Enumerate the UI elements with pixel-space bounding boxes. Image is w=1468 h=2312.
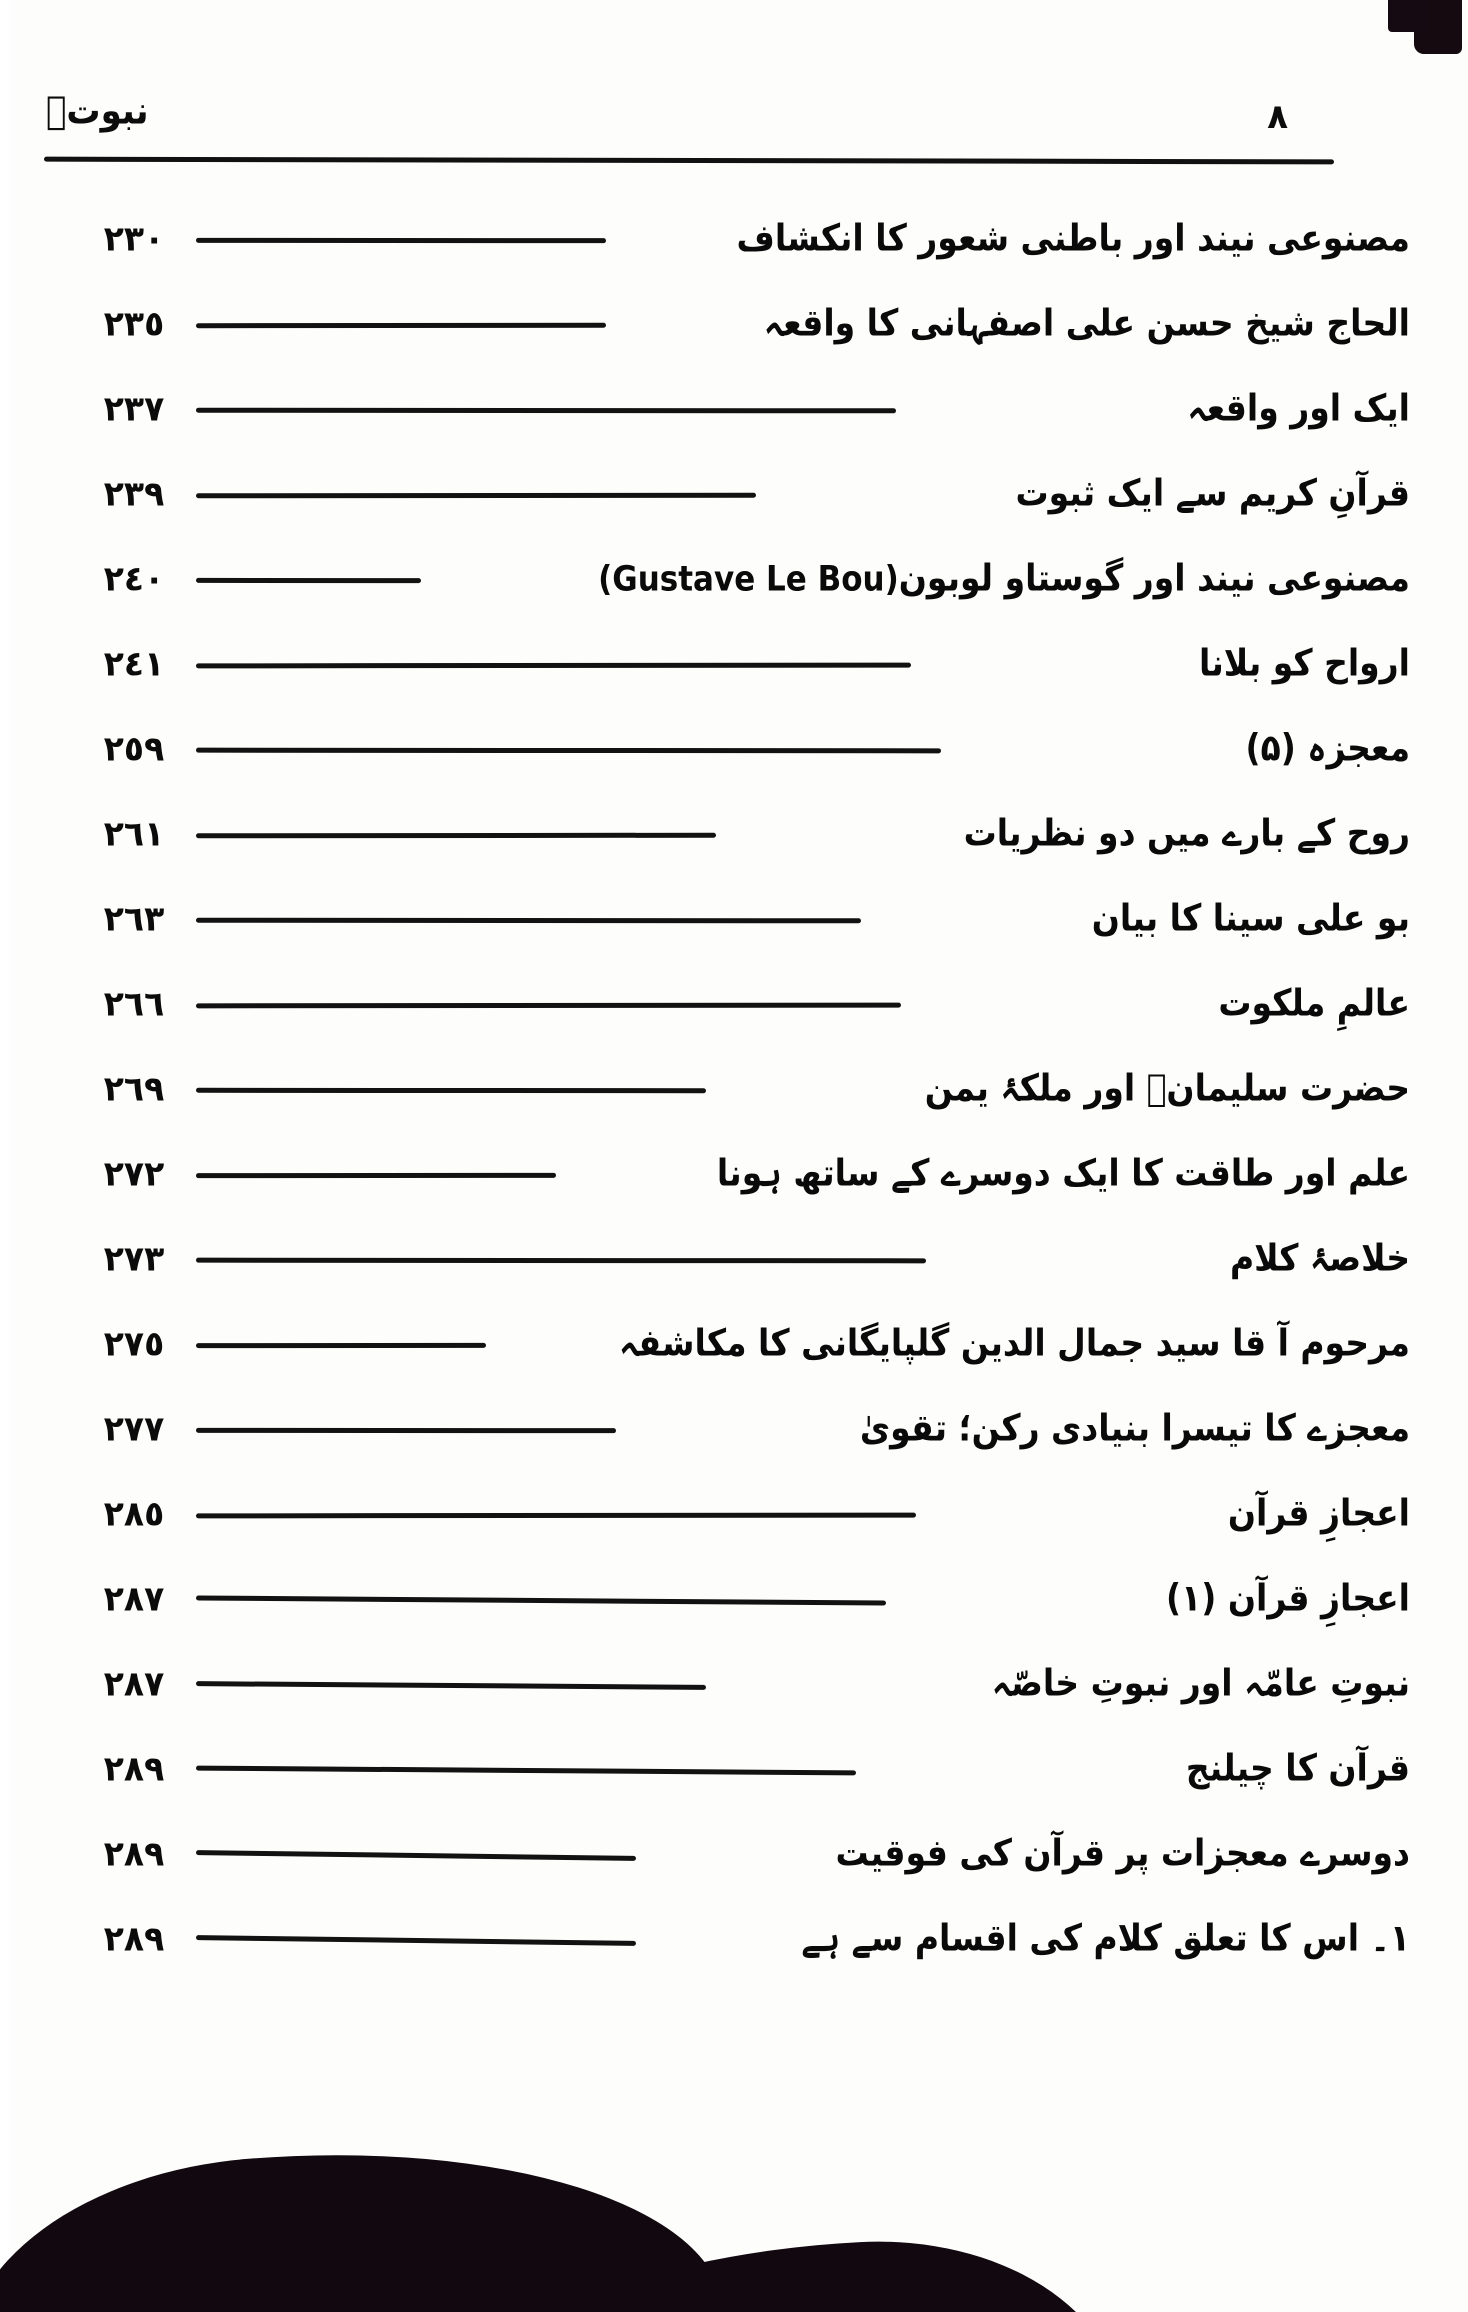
toc-entry[interactable]	[80, 1386, 1410, 1471]
toc-entry-title: مرحوم آ قا سید جمال الدین گلپایگانی کا مکاشفہ	[618, 1320, 1410, 1365]
toc-leader-line	[196, 323, 606, 328]
toc-entry[interactable]	[80, 366, 1410, 451]
toc-entry-title: علم اور طاقت کا ایک دوسرے کے ساتھ ہونا	[716, 1150, 1410, 1195]
toc-leader-line	[196, 1428, 616, 1433]
toc-entry-page-number: ٢٣٠	[103, 218, 165, 259]
toc-leader-line	[196, 1343, 486, 1348]
toc-entry[interactable]	[80, 791, 1410, 876]
toc-entry-title: بو علی سینا کا بیان	[1091, 895, 1410, 940]
toc-entry[interactable]	[80, 1301, 1410, 1386]
toc-entry-page-number: ٢٣٥	[103, 303, 165, 344]
toc-entry[interactable]	[80, 1896, 1410, 1981]
toc-leader-line	[196, 663, 911, 669]
toc-entry-page-number: ٢٨٥	[103, 1493, 165, 1534]
toc-entry[interactable]	[80, 1811, 1410, 1896]
toc-entry[interactable]	[80, 1216, 1410, 1301]
toc-entry-title: قرآن کا چیلنج	[1185, 1745, 1410, 1790]
latin-transliteration: (Gustave Le Bou)	[598, 559, 899, 600]
toc-entry-page-number: ٢٧٢	[103, 1153, 165, 1194]
toc-entry-page-number: ٢٧٧	[103, 1408, 165, 1449]
toc-entry[interactable]	[80, 1641, 1410, 1726]
toc-leader-line	[196, 1088, 706, 1093]
toc-entry-title: دوسرے معجزات پر قرآن کی فوقیت	[835, 1830, 1410, 1875]
toc-entry[interactable]	[80, 196, 1410, 281]
toc-entry-title: ایک اور واقعہ	[1187, 385, 1410, 430]
toc-entry-title: روح کے بارے میں دو نظریات	[963, 810, 1410, 855]
toc-leader-line	[196, 1766, 856, 1776]
toc-entry[interactable]	[80, 1046, 1410, 1131]
toc-entry-page-number: ٢٦١	[103, 813, 165, 854]
toc-entry[interactable]	[80, 1556, 1410, 1641]
toc-entry-page-number: ٢٦٣	[103, 898, 165, 939]
page-number: ٨	[1267, 97, 1288, 137]
toc-entry-title: معجزے کا تیسرا بنیادی رکن؛ تقویٰ	[859, 1405, 1410, 1450]
toc-leader-line	[196, 493, 756, 499]
toc-entry-page-number: ٢٥٩	[103, 728, 165, 769]
toc-entry-page-number: ٢٦٩	[103, 1068, 165, 1109]
running-header	[44, 88, 1408, 166]
toc-leader-line	[196, 1681, 706, 1690]
toc-entry-page-number: ٢٤٠	[103, 558, 165, 599]
toc-entry-page-number: ٢٨٩	[103, 1748, 165, 1789]
toc-entry-page-number: ٢٨٧	[103, 1663, 165, 1704]
toc-entry[interactable]	[80, 876, 1410, 961]
toc-leader-line	[196, 1850, 636, 1861]
toc-entry-page-number: ٢٧٣	[103, 1238, 165, 1279]
toc-entry-page-number: ٢٨٧	[103, 1578, 165, 1619]
header-book-title: نبوتؐ	[46, 88, 149, 134]
toc-entry[interactable]	[80, 1471, 1410, 1556]
table-of-contents	[80, 196, 1410, 1981]
toc-entry-page-number: ٢٦٦	[103, 983, 165, 1024]
toc-entry-title: قرآنِ کریم سے ایک ثبوت	[1015, 470, 1410, 515]
toc-entry-page-number: ٢٧٥	[103, 1323, 165, 1364]
toc-leader-line	[196, 1173, 556, 1178]
toc-entry[interactable]	[80, 1726, 1410, 1811]
toc-entry-title: اعجازِ قرآن (۱)	[1166, 1575, 1410, 1620]
toc-leader-line	[196, 238, 606, 243]
toc-entry[interactable]	[80, 281, 1410, 366]
toc-entry[interactable]	[80, 536, 1410, 621]
toc-entry[interactable]	[80, 621, 1410, 706]
toc-entry-title: خلاصۂ کلام	[1230, 1235, 1410, 1280]
toc-leader-line	[196, 1003, 901, 1009]
toc-leader-line	[196, 918, 861, 924]
toc-entry-title: ۱۔ اس کا تعلق کلام کی اقسام سے ہے	[801, 1915, 1410, 1960]
toc-leader-line	[196, 1935, 636, 1946]
toc-entry-title: مصنوعی نیند اور گوستاو لوبون(Gustave Le Bou)	[598, 555, 1410, 600]
toc-leader-line	[196, 408, 896, 414]
toc-entry-title: حضرت سلیمانؑ اور ملکۂ یمن	[924, 1065, 1410, 1110]
toc-entry-title: نبوتِ عامّہ اور نبوتِ خاصّہ	[991, 1660, 1410, 1705]
toc-leader-line	[196, 833, 716, 839]
toc-leader-line	[196, 748, 941, 754]
toc-entry-page-number: ٢٨٩	[103, 1918, 165, 1959]
toc-leader-line	[196, 1595, 886, 1605]
toc-entry-page-number: ٢٤١	[103, 643, 165, 684]
toc-entry[interactable]	[80, 706, 1410, 791]
scan-corner-top-right-secondary	[1388, 0, 1428, 32]
toc-entry-page-number: ٢٣٧	[103, 388, 165, 429]
toc-leader-line	[196, 578, 421, 583]
toc-entry-page-number: ٢٣٩	[103, 473, 165, 514]
toc-entry-page-number: ٢٨٩	[103, 1833, 165, 1874]
toc-entry[interactable]	[80, 451, 1410, 536]
toc-entry-title: مصنوعی نیند اور باطنی شعور کا انکشاف	[736, 215, 1410, 260]
toc-entry-title: معجزہ (۵)	[1245, 725, 1410, 770]
toc-entry[interactable]	[80, 961, 1410, 1046]
toc-entry-title: الحاج شیخ حسن علی اصفہانی کا واقعہ	[763, 300, 1410, 345]
toc-entry[interactable]	[80, 1131, 1410, 1216]
toc-entry-title: اعجازِ قرآن	[1227, 1490, 1410, 1535]
header-divider-rule	[44, 157, 1334, 165]
toc-entry-title: ارواح کو بلانا	[1198, 640, 1410, 685]
toc-leader-line	[196, 1258, 926, 1264]
toc-entry-title: عالمِ ملکوت	[1218, 980, 1410, 1025]
toc-leader-line	[196, 1513, 916, 1519]
scan-left-edge	[0, 0, 14, 2312]
